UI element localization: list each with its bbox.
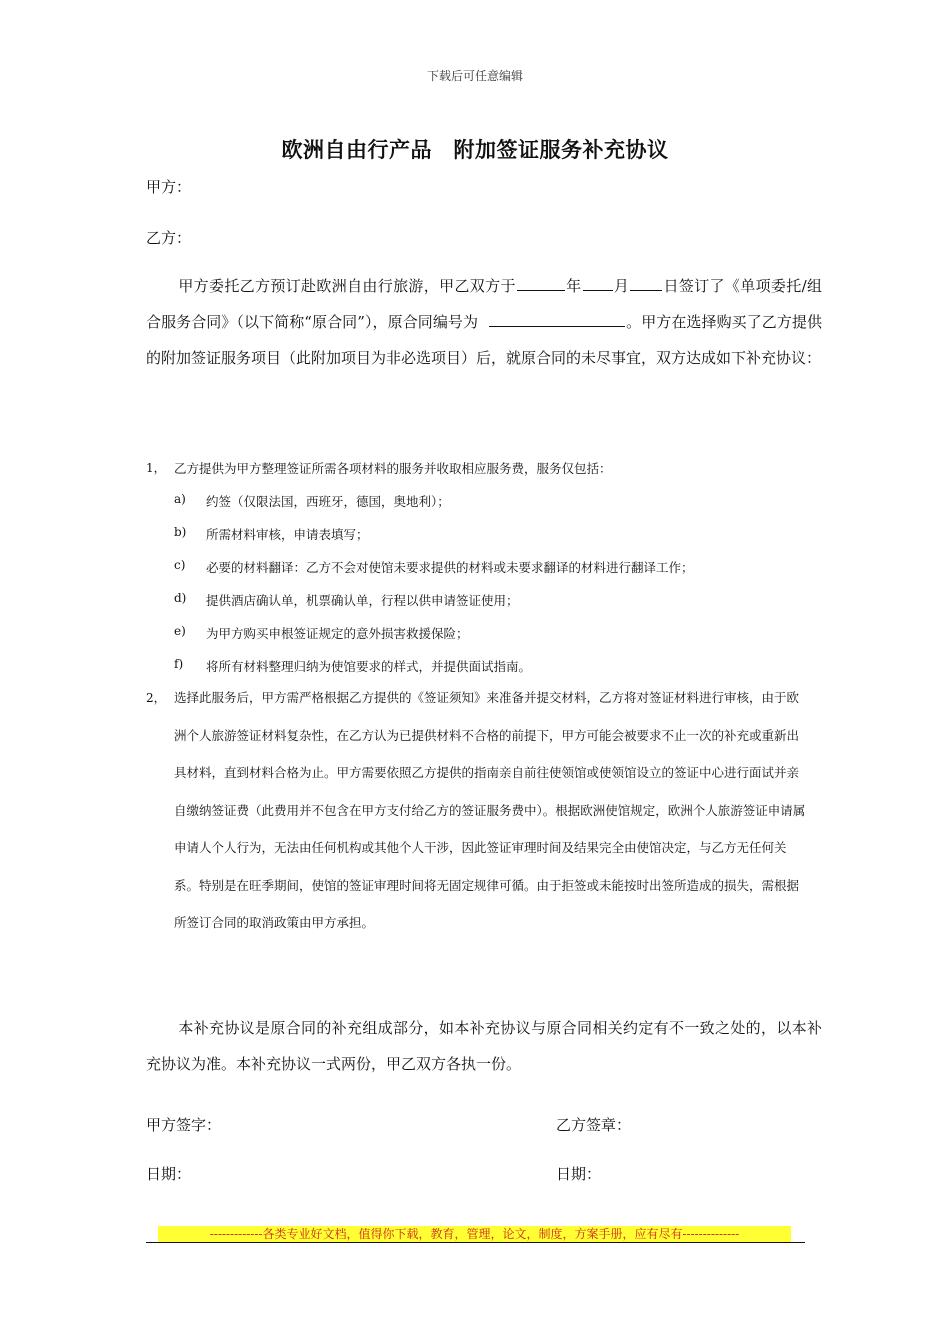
party-b-seal-label: 乙方签章：: [556, 1116, 632, 1134]
document-title: 欧洲自由行产品 附加签证服务补充协议: [281, 137, 669, 162]
item-1c-label: c): [174, 558, 186, 572]
footer-divider: [146, 1242, 805, 1243]
item-2-number: 2，: [146, 691, 166, 705]
item-1d-text: 提供酒店确认单，机票确认单，行程以供申请签证使用；: [206, 593, 519, 608]
item-1-text: 乙方提供为甲方整理签证所需各项材料的服务并收取相应服务费，服务仅包括：: [174, 461, 612, 476]
item-1a-label: a): [174, 492, 186, 506]
item-1b-text: 所需材料审核，申请表填写；: [206, 527, 369, 542]
item-1a-text: 约签（仅限法国，西班牙，德国，奥地利）；: [206, 494, 450, 509]
item-1-number: 1，: [146, 461, 166, 475]
party-a-signature-label: 甲方签字：: [146, 1116, 222, 1134]
intro-text-5: 。甲方在选择购买了乙方提供的附加签证服务项目（此附加项目为非必选项目）后，就原合同的未尽事宜，双方达成如下补充协议：: [146, 313, 822, 367]
item-1e-text: 为甲方购买申根签证规定的意外损害救援保险；: [206, 626, 469, 641]
header-note: 下载后可任意编辑: [426, 69, 523, 83]
year-blank: [517, 274, 565, 291]
intro-text-3: 月: [613, 277, 630, 295]
item-1f-text: 将所有材料整理归纳为使馆要求的样式，并提供面试指南。: [206, 659, 532, 674]
item-1f-label: f): [174, 657, 184, 671]
item-1e-label: e): [174, 624, 186, 638]
item-2-paragraph: [174, 679, 808, 942]
intro-text-4: 日签订了《单项委托/组合服务合同》（以下简称“原合同”），原合同编号为: [146, 277, 822, 331]
closing-text: 本补充协议是原合同的补充组成部分，如本补充协议与原合同相关约定有不一致之处的，以本补充协议为准。本补充协议一式两份，甲乙双方各执一份。: [146, 1019, 822, 1073]
item-1b-label: b): [174, 525, 187, 539]
month-blank: [583, 274, 613, 291]
party-a-label: 甲方：: [146, 178, 192, 196]
item-1d-label: d): [174, 591, 187, 605]
footer-banner: -------------各类专业好文档，值得你下载，教育，管理，论文，制度，方案手册，应有尽有--------------: [158, 1226, 791, 1242]
party-b-date-label: 日期：: [556, 1165, 602, 1183]
item-2-text: 选择此服务后，甲方需严格根据乙方提供的《签证须知》来准备并提交材料，乙方将对签证材料进行审核，由于欧洲个人旅游签证材料复杂性，在乙方认为已提供材料不合格的前提下，甲方可能会被要求不止一次的补充或重新出具材料，直到材料合格为止。甲方需要依照乙方提供的指南亲自前往使领馆或使领馆设立的签证中心进行面试并亲自缴纳签证费（此费用并不包含在甲方支付给乙方的签证服务费中）。根据欧洲使馆规定，欧洲个人旅游签证申请属申请人个人行为，无法由任何机构或其他个人干涉，因此签证审理时间及结果完全由使馆决定，与乙方无任何关系。特别是在旺季期间，使馆的签证审理时间将无固定规律可循。由于拒签或未能按时出签所造成的损失，需根据所签订合同的取消政策由甲方承担。: [174, 690, 806, 930]
intro-text-1: 甲方委托乙方预订赴欧洲自由行旅游，甲乙双方于: [178, 277, 516, 295]
item-1c-text: 必要的材料翻译：乙方不会对使馆未要求提供的材料或未要求翻译的材料进行翻译工作；: [206, 560, 694, 575]
day-blank: [630, 274, 662, 291]
party-a-date-label: 日期：: [146, 1165, 192, 1183]
contract-number-blank: [489, 310, 625, 327]
intro-text-2: 年: [565, 277, 582, 295]
party-b-label: 乙方：: [146, 229, 192, 247]
closing-paragraph: [146, 1010, 822, 1082]
intro-paragraph: [146, 268, 822, 376]
